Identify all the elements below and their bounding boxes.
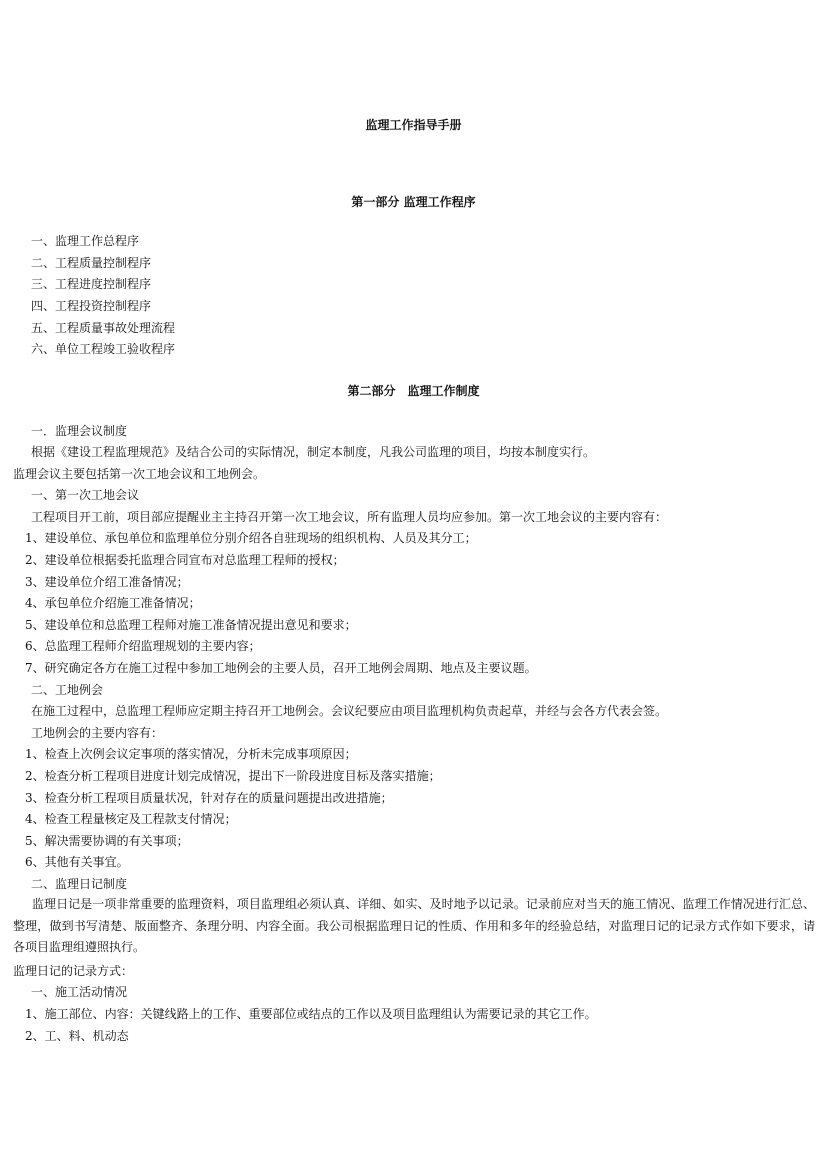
list-item: 3、建设单位介绍工准备情况；: [25, 575, 189, 589]
list-item: 6、其他有关事宜。: [25, 855, 129, 869]
paragraph-text: 监理日记是一项非常重要的监理资料，项目监理组必须认真、详细、如实、及时地予以记录。记录前应对当天的施工情况、监理工作情况进行汇总、整理，做到书写清楚、版面整齐、条理分明、内容全面。我公司根据监理日记的性质、作用和多年的经验总结，对监理日记的记录方式作如下要求，请各项目监理组遵照执行。: [13, 897, 815, 955]
part1-item: 五、工程质量事故处理流程: [31, 321, 176, 335]
paragraph-text: 监理会议主要包括第一次工地会议和工地例会。: [13, 467, 266, 481]
list-item: 2、工、料、机动态: [25, 1029, 129, 1043]
part1-item: 二、工程质量控制程序: [31, 256, 152, 270]
subsection-title: 一、第一次工地会议: [31, 488, 140, 502]
part1-heading: 第一部分 监理工作程序: [351, 195, 476, 209]
paragraph-text: 根据《建设工程监理规范》及结合公司的实际情况，制定本制度，凡我公司监理的项目，均按本制度实行。: [31, 445, 596, 459]
part1-item: 四、工程投资控制程序: [31, 299, 152, 313]
section-title: 一．监理会议制度: [31, 424, 128, 438]
list-item: 1、施工部位、内容：关键线路上的工作、重要部位或结点的工作以及项目监理组认为需要记录的其它工作。: [25, 1007, 597, 1021]
list-item: 4、承包单位介绍施工准备情况；: [25, 596, 201, 610]
list-item: 1、建设单位、承包单位和监理单位分别介绍各自驻现场的组织机构、人员及其分工；: [25, 531, 477, 545]
list-item: 1、检查上次例会议定事项的落实情况，分析未完成事项原因；: [25, 747, 357, 761]
part1-item: 六、单位工程竣工验收程序: [31, 342, 176, 356]
section-title: 二、监理日记制度: [31, 877, 128, 891]
list-item: 2、建设单位根据委托监理合同宣布对总监理工程师的授权；: [25, 553, 345, 567]
subsection-title: 二、工地例会: [31, 683, 104, 697]
part1-item: 三、工程进度控制程序: [31, 277, 152, 291]
paragraph-text: 在施工过程中，总监理工程师应定期主持召开工地例会。会议纪要应由项目监理机构负责起草，并经与会各方代表会签。: [31, 704, 668, 718]
list-item: 7、研究确定各方在施工过程中参加工地例会的主要人员，召开工地例会周期、地点及主要议题。: [25, 661, 537, 675]
subsection-title: 一、施工活动情况: [31, 985, 128, 999]
paragraph-text: 监理日记的记录方式：: [13, 964, 134, 978]
list-item: 5、解决需要协调的有关事项；: [25, 834, 189, 848]
list-item: 4、检查工程量核定及工程款支付情况；: [25, 812, 237, 826]
part1-item: 一、监理工作总程序: [31, 234, 140, 248]
paragraph-text: 工地例会的主要内容有：: [31, 726, 164, 740]
paragraph-text: 工程项目开工前，项目部应提醒业主主持召开第一次工地会议，所有监理人员均应参加。第一次工地会议的主要内容有：: [31, 510, 668, 524]
list-item: 2、检查分析工程项目进度计划完成情况，提出下一阶段进度目标及落实措施；: [25, 769, 441, 783]
list-item: 5、建设单位和总监理工程师对施工准备情况提出意见和要求；: [25, 618, 357, 632]
part2-heading: 第二部分 监理工作制度: [347, 384, 480, 398]
list-item: 3、检查分析工程项目质量状况，针对存在的质量问题提出改进措施；: [25, 791, 393, 805]
document-title: 监理工作指导手册: [365, 118, 462, 132]
list-item: 6、总监理工程师介绍监理规划的主要内容；: [25, 639, 261, 653]
